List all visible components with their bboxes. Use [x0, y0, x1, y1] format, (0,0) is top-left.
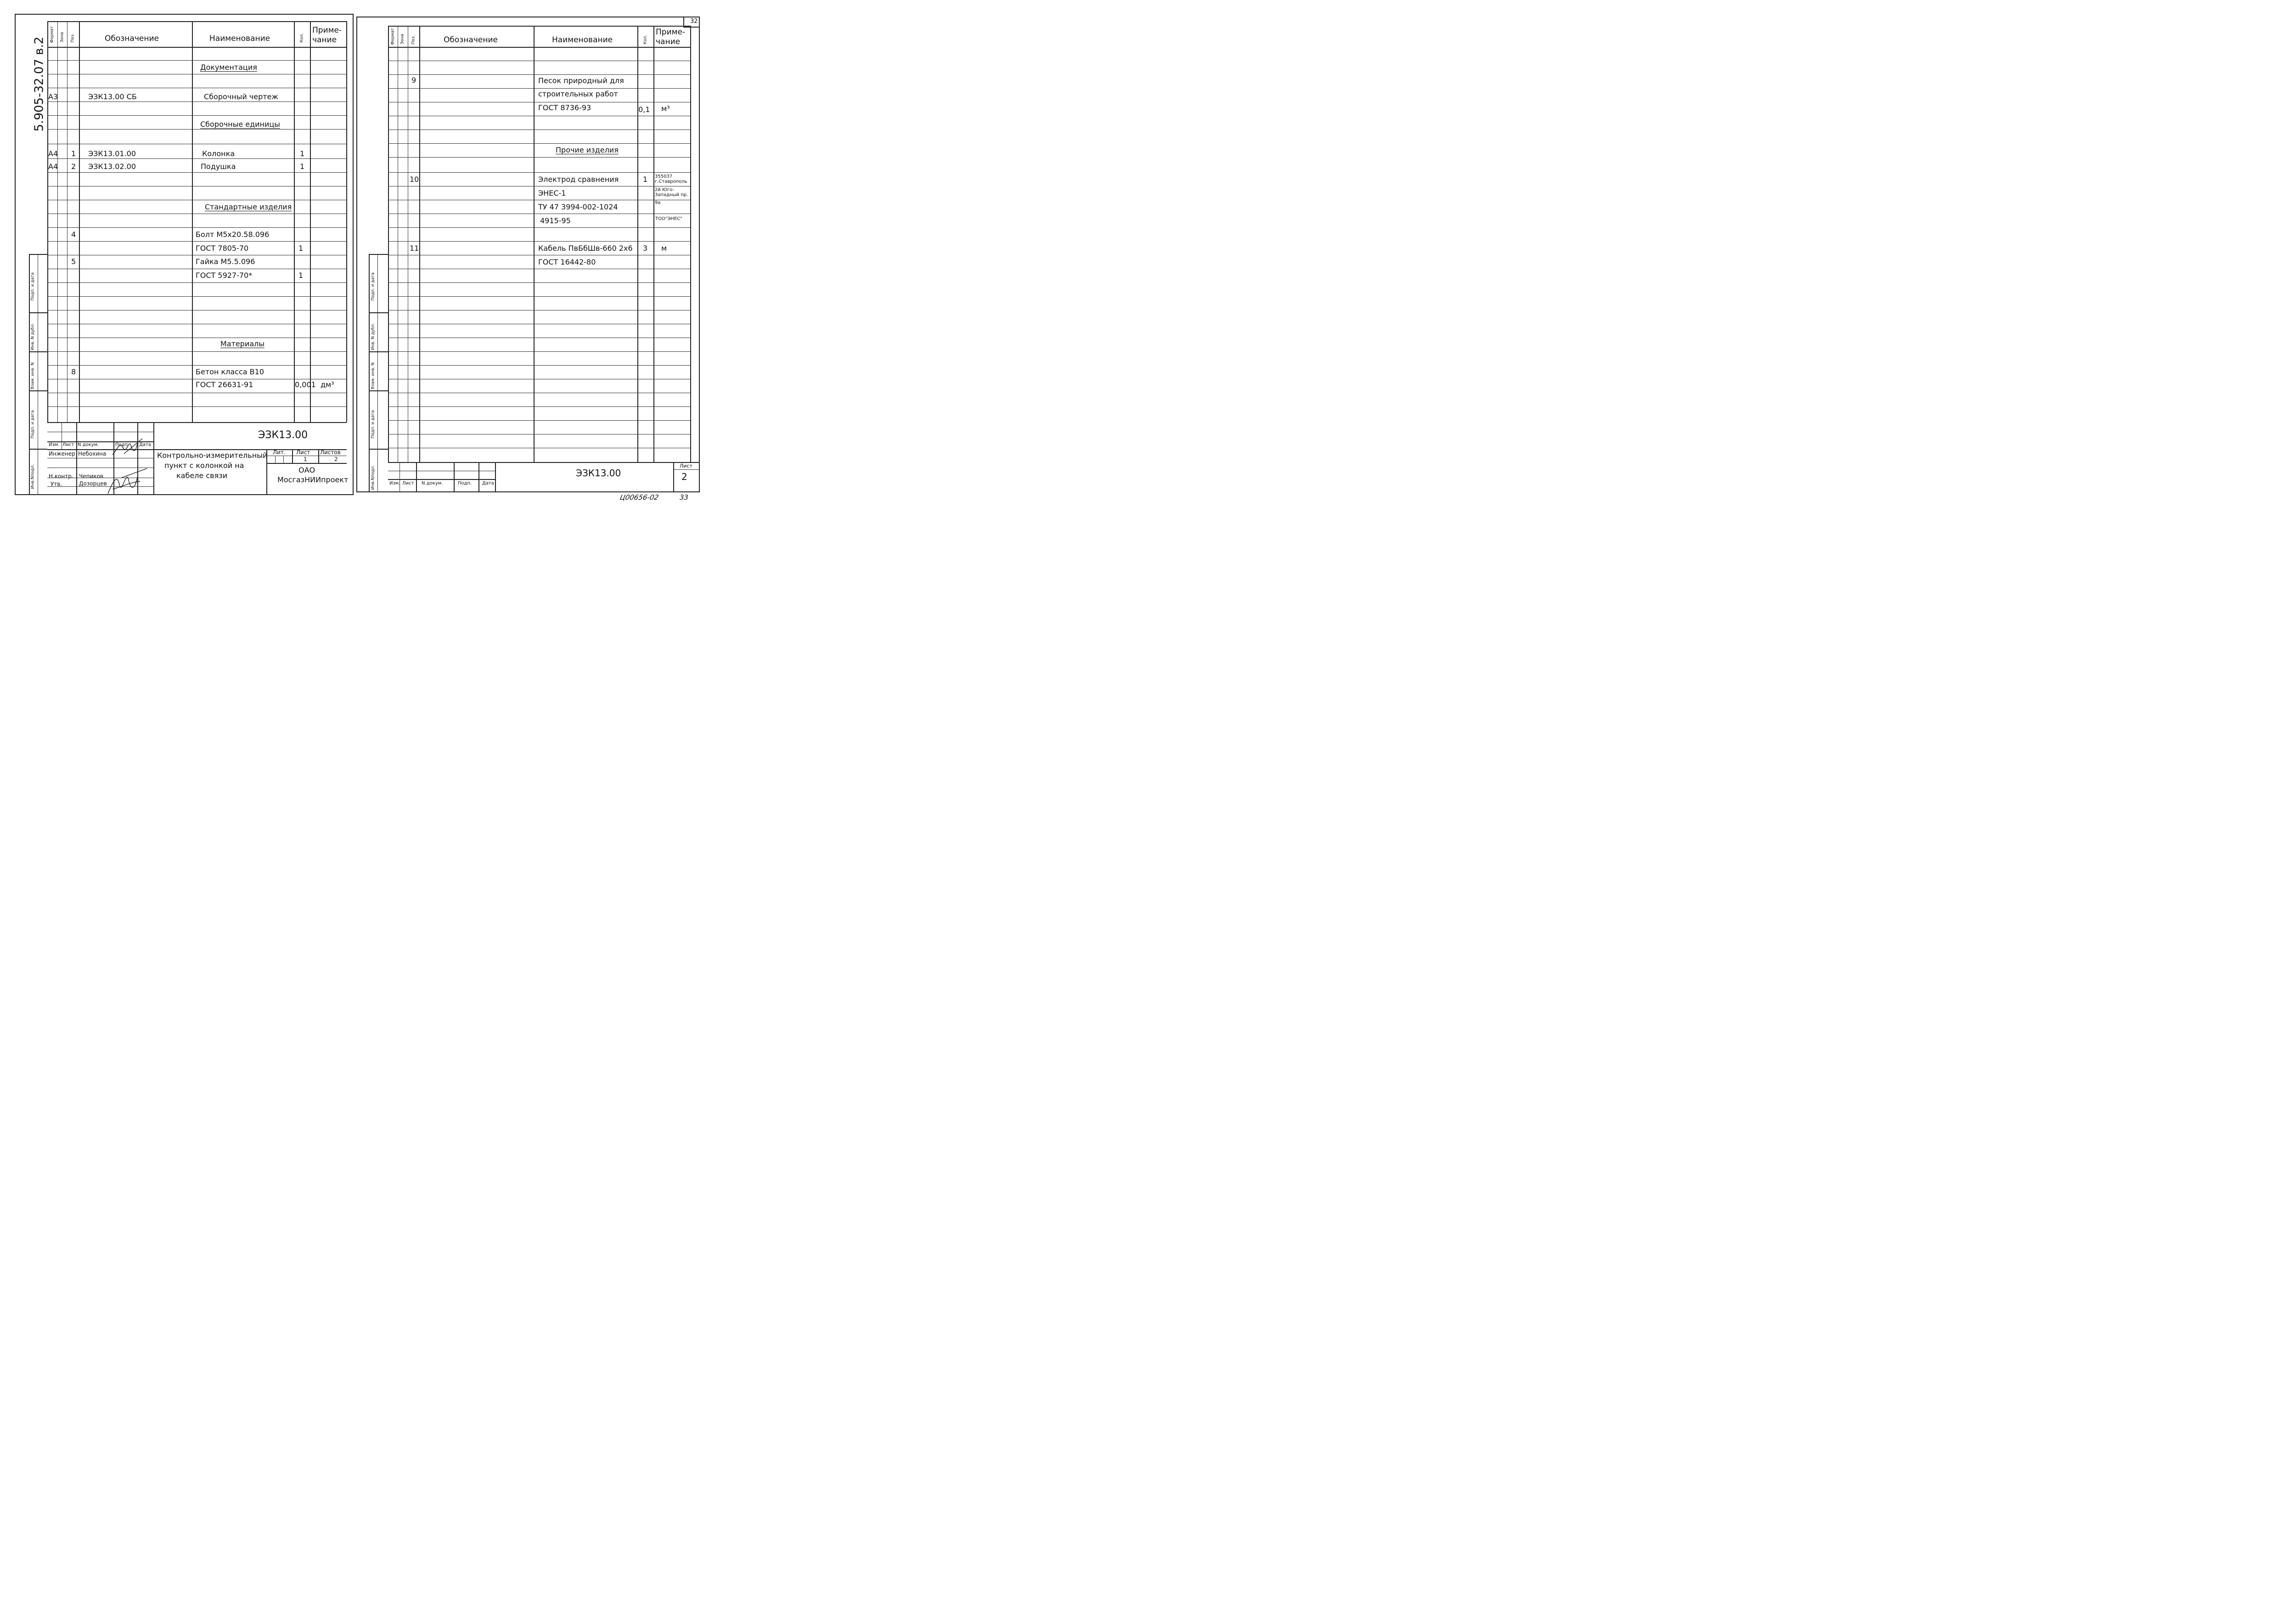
row-pos: 2 [71, 162, 76, 171]
row-note: 2й Юго-Западный пр. [655, 187, 688, 197]
row-name: Колонка [202, 149, 235, 158]
header-note-1: Приме- [312, 26, 342, 35]
tb-title-l2: пункт с колонкой на [164, 461, 244, 470]
tb2-sheet-label: Лист [680, 463, 692, 469]
tb2-code: ЭЗК13.00 [576, 468, 621, 479]
header-qty: Кол. [299, 33, 304, 43]
row-note: м [661, 244, 667, 253]
row-format: А3 [48, 92, 58, 101]
section-other: Прочие изделия [556, 146, 619, 154]
row-pos: 4 [71, 230, 76, 239]
margin-sign-date-2: Подп. и дата [30, 410, 35, 439]
row-note: дм³ [321, 380, 334, 389]
row-pos: 11 [410, 244, 419, 253]
row-name: ГОСТ 5927-70* [196, 271, 253, 280]
header-name: Наименование [552, 35, 613, 45]
row-name: Бетон класса В10 [196, 367, 264, 376]
row-qty: 0,001 [295, 380, 316, 389]
tb-sheets-no: 2 [334, 456, 338, 462]
section-std: Стандартные изделия [205, 203, 292, 211]
margin-replace-inv: Взам. инв. N [30, 362, 35, 389]
row-designation: ЭЗК13.00 СБ [88, 92, 137, 101]
side-code: 5.905-32.07 в.2 [32, 36, 46, 132]
tb-title-l1: Контрольно-измерительный [157, 451, 268, 460]
tb-sheets: Листов [320, 449, 341, 456]
tb-code: ЭЗК13.00 [258, 429, 308, 441]
tb-role: Инженер [49, 451, 75, 457]
row-note: м³ [661, 104, 670, 113]
row-qty: 1 [298, 244, 304, 253]
tb-title-l3: кабеле связи [176, 471, 228, 480]
tb2-sign: Подп. [458, 481, 472, 486]
header-pos: Поз. [411, 35, 416, 45]
row-note: 9а [655, 200, 661, 205]
row-name: Гайка М5.5.096 [196, 257, 255, 266]
row-note: ТОО"ЭНЕС" [655, 216, 682, 221]
tb2-list: Лист [402, 481, 414, 486]
section-materials: Материалы [220, 339, 264, 348]
footer-page: 33 [680, 493, 689, 502]
margin-orig-inv: Инв.Nподл. [30, 464, 35, 489]
row-qty: 3 [643, 244, 648, 253]
row-note: 355037 г.Ставрополь [655, 174, 687, 184]
row-pos: 8 [71, 367, 76, 376]
tb-org-1: ОАО [298, 466, 315, 474]
row-name: Кабель ПвБбШв-660 2х6 [538, 244, 633, 253]
header-designation: Обозначение [105, 34, 159, 43]
tb-role: Н.контр. [49, 473, 73, 479]
margin-sign-date-2: Подп. и дата [371, 410, 376, 439]
tb2-ndoc: N докум. [422, 481, 443, 486]
header-format: Формат [50, 26, 55, 43]
page-number-top: 32 [690, 18, 698, 25]
row-format: А4 [48, 162, 58, 171]
row-name: ГОСТ 16442-80 [538, 258, 596, 266]
footer-code: Ц00656-02 [619, 493, 659, 502]
row-name: 4915-95 [540, 216, 571, 225]
row-name: Электрод сравнения [538, 175, 619, 184]
tb-role: Утв. [51, 481, 62, 487]
row-name: Сборочный чертеж [204, 92, 278, 101]
margin-orig-inv: Инв.Nподл. [371, 465, 376, 490]
row-name: ЭНЕС-1 [538, 189, 566, 197]
row-name: строительных работ [538, 90, 618, 98]
row-name: ТУ 47 3994-002-1024 [538, 203, 618, 211]
row-name: ГОСТ 8736-93 [538, 103, 591, 112]
margin-dup-inv: Инв. N дубл. [371, 323, 376, 350]
header-pos: Поз. [70, 33, 75, 43]
row-qty: 1 [643, 175, 648, 184]
tb-org-2: МосгазНИИпроект [277, 475, 349, 484]
tb-sheet-no: 1 [304, 456, 307, 462]
row-pos: 5 [71, 257, 76, 266]
drawing-page [0, 0, 720, 507]
margin-dup-inv: Инв. N дубл. [30, 323, 35, 350]
section-units: Сборочные единицы [200, 120, 280, 129]
signature-mark [110, 436, 147, 457]
tb2-sheet-no: 2 [681, 471, 687, 482]
row-qty: 1 [300, 162, 305, 171]
tb-sheet: Лист [296, 449, 310, 456]
row-name: Песок природный для [538, 76, 624, 85]
row-pos: 10 [410, 175, 419, 184]
section-docs: Документация [200, 63, 257, 72]
row-pos: 1 [71, 149, 76, 158]
tb2-izm: Изм. [389, 481, 400, 486]
row-designation: ЭЗК13.01.00 [88, 149, 136, 158]
header-name: Наименование [209, 34, 270, 43]
row-qty: 0,1 [638, 105, 650, 114]
margin-replace-inv: Взам. инв. N [371, 362, 376, 389]
tb-lit: Лит. [273, 449, 286, 456]
tb2-date: Дата [482, 481, 494, 486]
tb-person: Дозорцев [79, 480, 107, 487]
margin-sign-date: Подп. и дата [371, 272, 376, 301]
row-designation: ЭЗК13.02.00 [88, 162, 136, 171]
tb-person: Небохина [78, 451, 107, 457]
tb-ndoc: N докум. [78, 442, 99, 447]
tb-list: Лист [62, 442, 74, 447]
row-format: А4 [48, 149, 58, 158]
header-qty: Кол. [643, 34, 648, 45]
tb-sign: Подп. [115, 442, 129, 447]
header-note-2: чание [312, 35, 337, 45]
tb-person: Чепиков [79, 473, 103, 479]
row-qty: 1 [298, 271, 304, 280]
signature-mark [103, 464, 149, 496]
row-name: Подушка [201, 162, 236, 171]
margin-sign-date: Подп. и дата [30, 272, 35, 301]
row-name: ГОСТ 7805-70 [196, 244, 249, 253]
tb-izm: Изм. [49, 442, 60, 447]
row-name: ГОСТ 26631-91 [196, 380, 253, 389]
header-note-1: Приме- [656, 28, 686, 37]
header-note-2: чание [656, 37, 681, 46]
header-designation: Обозначение [444, 35, 498, 45]
row-pos: 9 [411, 76, 416, 85]
header-zone: Зона [400, 34, 405, 45]
header-zone: Зона [60, 32, 65, 43]
header-format: Формат [390, 28, 395, 45]
tb-date: Дата [139, 442, 151, 447]
row-qty: 1 [300, 149, 305, 158]
row-name: Болт М5х20.58.096 [196, 230, 270, 239]
